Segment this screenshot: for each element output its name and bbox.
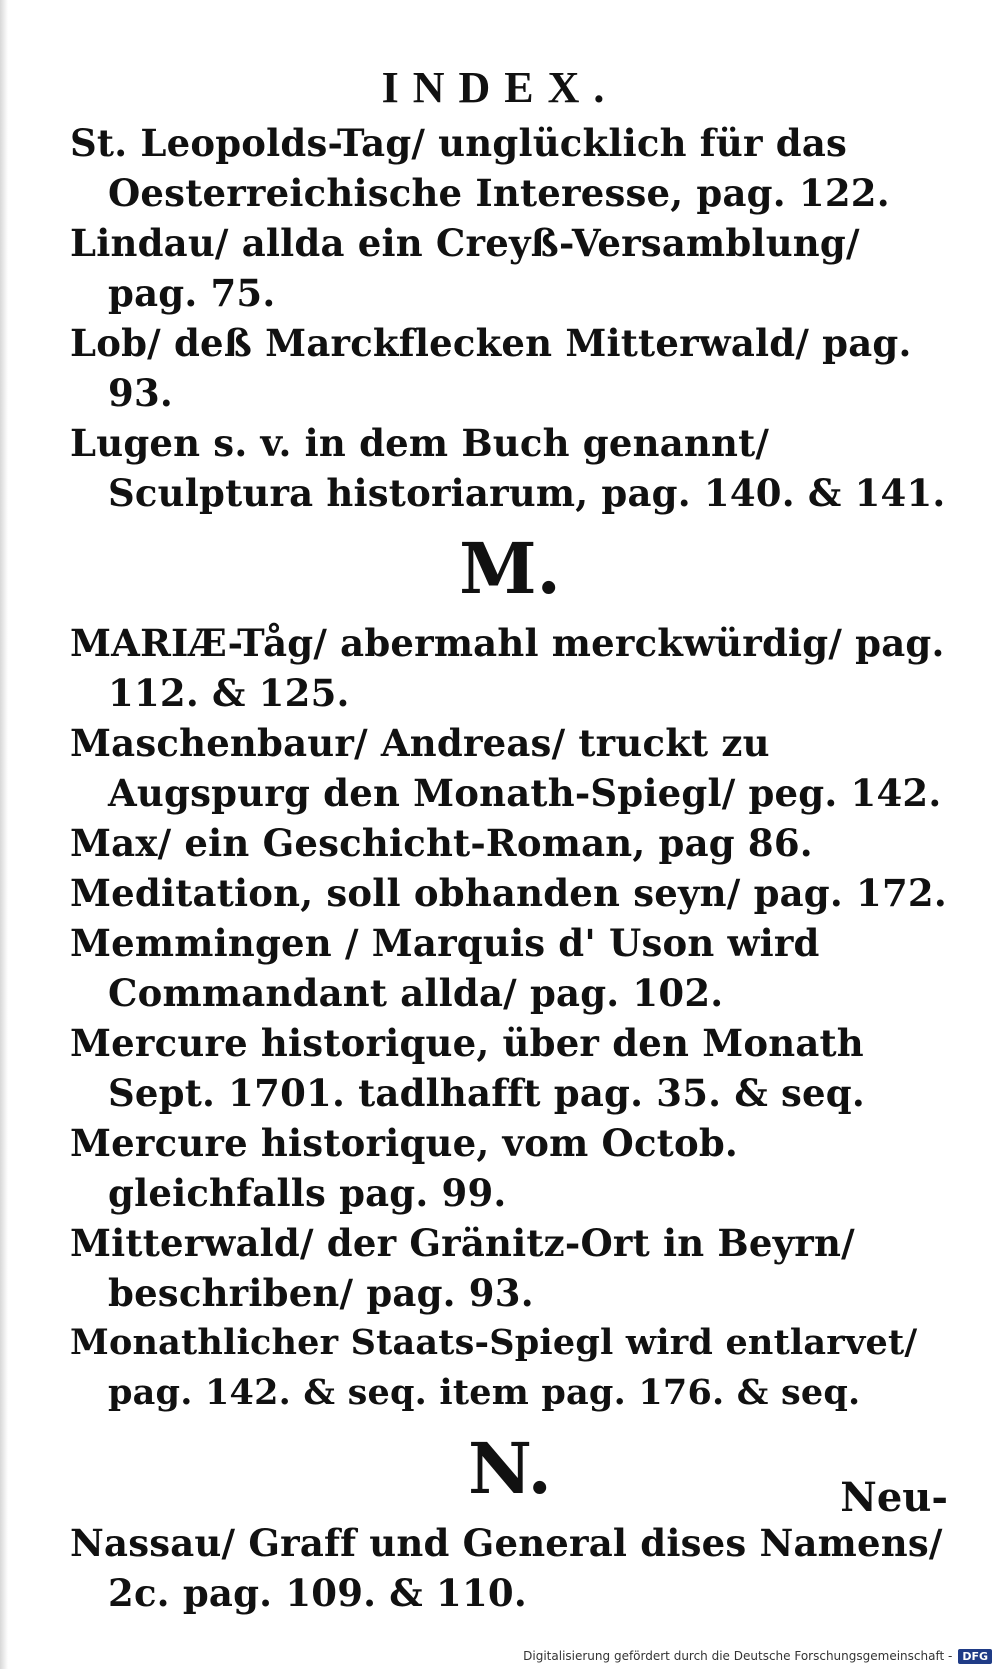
index-entries	[70, 118, 950, 1618]
index-entry: MARIÆ-Tåg/ abermahl merckwürdig/ pag. 112. & 125.	[70, 621, 945, 715]
running-head: INDEX.	[381, 63, 619, 112]
index-entry: Max/ ein Geschicht-Roman, pag 86.	[70, 821, 813, 865]
digitization-footer	[515, 1643, 1000, 1669]
index-entry: Maschenbaur/ Andreas/ truckt zu Augspurg den Monath-Spiegl/ peg. 142.	[70, 721, 942, 815]
section-heading-n: N.	[468, 1427, 552, 1510]
index-entry: Mercure historique, vom Octob. gleichfalls pag. 99.	[70, 1121, 739, 1215]
catchword: Neu-	[840, 1474, 948, 1521]
index-entry: Lugen s. v. in dem Buch genannt/ Sculptura historiarum, pag. 140. & 141.	[70, 421, 946, 515]
index-entry: St. Leopolds-Tag/ unglücklich für das Oesterreichische Interesse, pag. 122.	[70, 121, 890, 215]
index-entry: Monathlicher Staats-Spiegl wird entlarvet/ pag. 142. & seq. item pag. 176. & seq.	[70, 1322, 918, 1413]
index-entry: Memmingen / Marquis d' Uson wird Commandant allda/ pag. 102.	[70, 921, 820, 1015]
index-entry: Mercure historique, über den Monath Sept. 1701. tadlhafft pag. 35. & seq.	[70, 1021, 865, 1115]
index-entry: Nassau/ Graff und General dises Namens/ 2c. pag. 109. & 110.	[70, 1521, 943, 1615]
index-entry: Meditation, soll obhanden seyn/ pag. 172.	[70, 871, 947, 915]
index-entry: Mitterwald/ der Gränitz-Ort in Beyrn/ beschriben/ pag. 93.	[70, 1221, 855, 1315]
dfg-logo-icon: DFG	[958, 1649, 992, 1664]
scan-edge-shadow	[0, 0, 8, 1669]
index-entry: Lob/ deß Marckflecken Mitterwald/ pag. 93.	[70, 321, 912, 415]
index-entry: Lindau/ allda ein Creyß-Versamblung/ pag. 75.	[70, 221, 860, 315]
section-heading-m: M.	[459, 527, 561, 610]
footer-credit-text: Digitalisierung gefördert durch die Deutsche Forschungsgemeinschaft -	[523, 1649, 953, 1663]
